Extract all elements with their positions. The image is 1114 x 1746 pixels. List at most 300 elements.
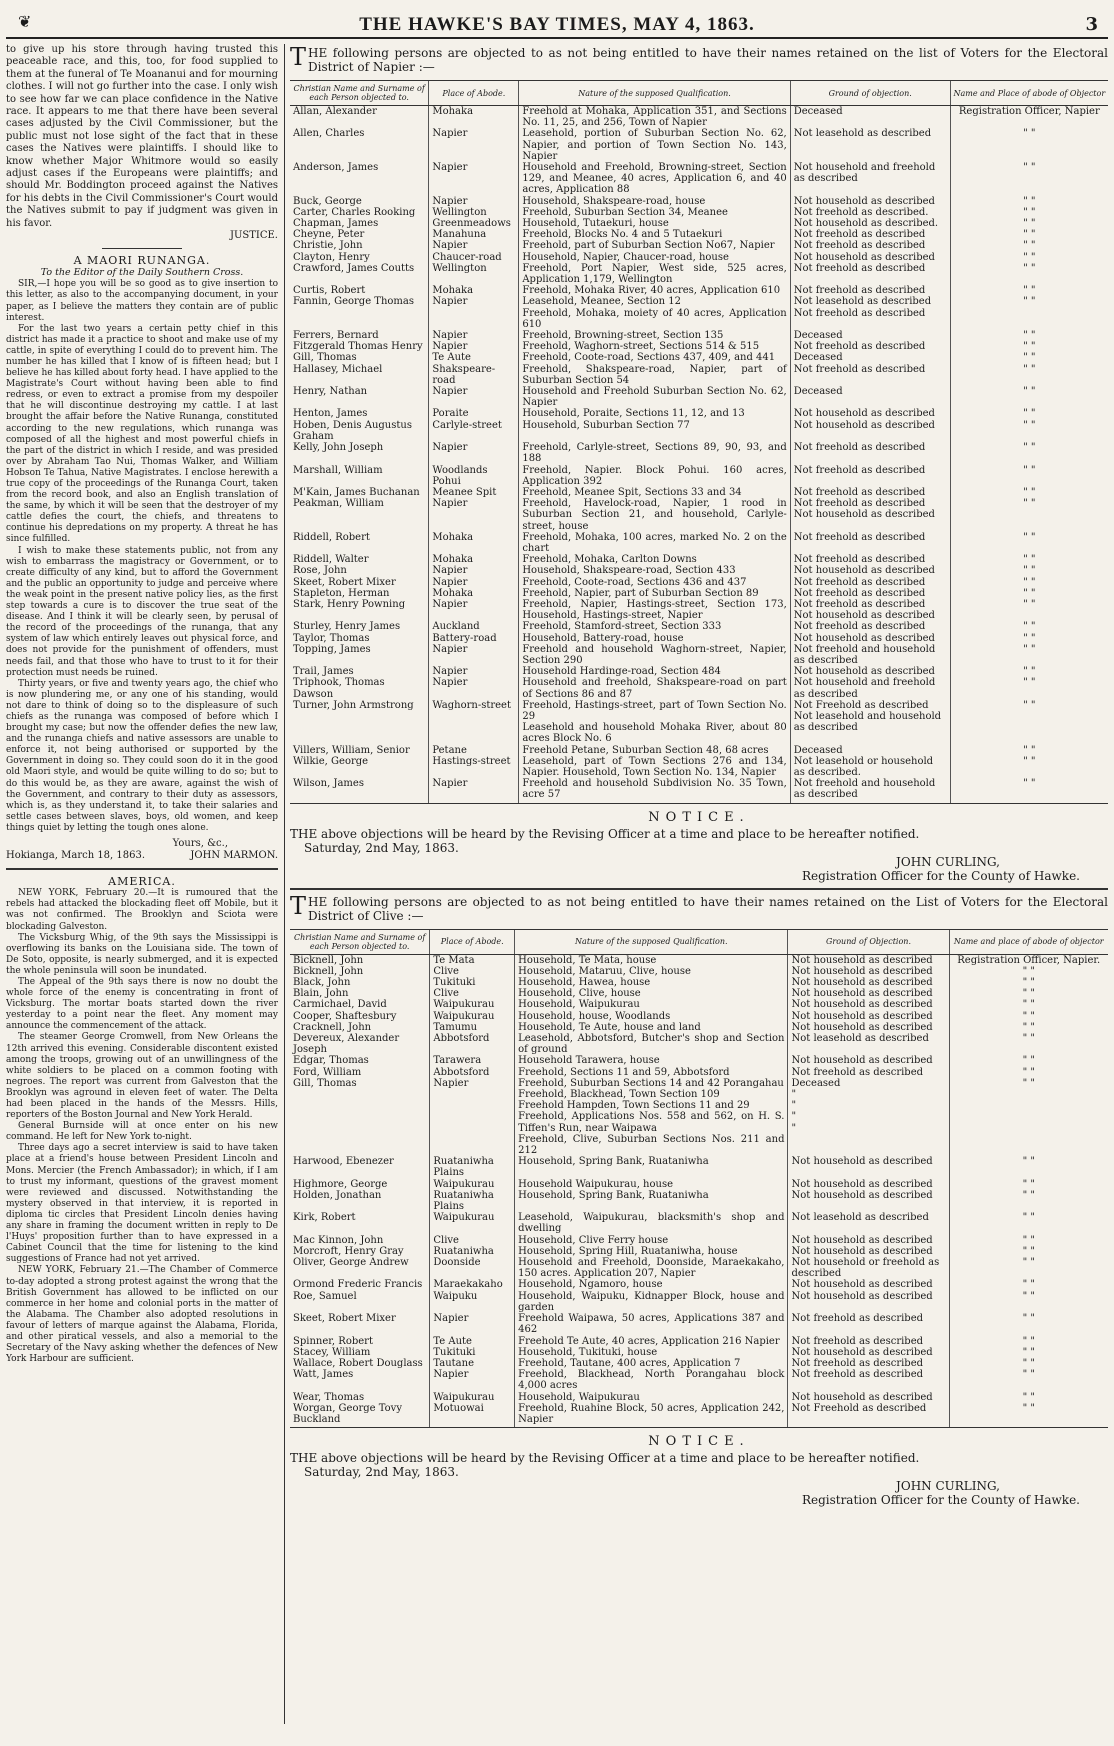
- qualification-cell: Freehold, Mohaka, 100 acres, marked No. 2 on the chart: [519, 532, 790, 554]
- person-name-cell: Worgan, George Tovy Buckland: [290, 1403, 430, 1428]
- list-intro-text: HE following persons are objected to as not being entitled to have their names retained on the List of Voters for the Electoral District of Clive :—: [308, 894, 1108, 923]
- abode-cell: Motuowai: [430, 1403, 515, 1428]
- qualification-cell: Freehold, Tautane, 400 acres, Application 7: [515, 1358, 788, 1369]
- right-column: [290, 44, 1108, 1734]
- objector-cell: " ": [949, 1078, 1108, 1156]
- column-header: Ground of Objection.: [788, 929, 949, 954]
- person-name-cell: Wilkie, George: [293, 755, 369, 767]
- qualification-cell: Household, Ngamoro, house: [515, 1279, 788, 1290]
- person-name-cell: Spinner, Robert: [293, 1335, 373, 1347]
- abode-cell: Napier: [429, 341, 519, 352]
- objection-ground-cell: Not freehold as described: [790, 240, 950, 251]
- qualification-cell: Household, Suburban Section 77: [519, 420, 790, 442]
- page-header: [0, 0, 1114, 38]
- objector-cell: " ": [950, 240, 1108, 251]
- objector-cell: " ": [950, 756, 1108, 778]
- newspaper-masthead: THE HAWKE'S BAY TIMES, MAY 4, 1863.: [359, 14, 755, 35]
- objection-ground-cell: Not freehold as described: [790, 285, 950, 296]
- qualification-cell: Household, Mataruu, Clive, house: [515, 966, 788, 977]
- qualification-cell: Freehold, Napier, Hastings-street, Section 173, Household, Hastings-street, Napier: [519, 599, 790, 621]
- abode-cell: Maraekakaho: [430, 1279, 515, 1290]
- objection-ground-cell: Not household as described: [788, 1392, 949, 1403]
- person-name-cell: Fitzgerald Thomas Henry: [293, 341, 423, 353]
- qualification-cell: Household, Clive Ferry house: [515, 1235, 788, 1246]
- objection-ground-cell: Not household as described: [788, 1022, 949, 1033]
- table-row: [290, 364, 1108, 386]
- objector-cell: " ": [950, 745, 1108, 756]
- notice-signer-title: Registration Officer for the County of Hawke.: [801, 1493, 1080, 1508]
- article-paragraph: The Appeal of the 9th says there is now no doubt the whole force of the enemy is concentrating in front of Vicksburg. The mortar boats started down the river yesterday to a point near the fleet. Any moment may announce the commencement of the attack.: [6, 976, 278, 1032]
- person-name-cell: Curtis, Robert: [293, 285, 366, 297]
- qualification-cell: Household, Shakspeare-road, house: [519, 196, 790, 207]
- qualification-cell: Household, Te Mata, house: [515, 954, 788, 966]
- objection-ground-cell: Not household as described: [788, 1190, 949, 1212]
- abode-cell: Napier: [429, 196, 519, 207]
- objection-ground-cell: Not household as described: [790, 408, 950, 419]
- abode-cell: Napier: [429, 666, 519, 677]
- table-row: [290, 240, 1108, 251]
- table-row: [290, 666, 1108, 677]
- person-name-cell: Carter, Charles Rooking: [293, 206, 416, 218]
- table-row: [290, 252, 1108, 263]
- objector-cell: " ": [950, 128, 1108, 162]
- person-name-cell: Bicknell, John: [293, 954, 364, 966]
- table-row: [290, 532, 1108, 554]
- objection-ground-cell: Not freehold as described: [790, 465, 950, 487]
- qualification-cell: Freehold, part of Suburban Section No67, Napier: [519, 240, 790, 251]
- qualification-cell: Freehold, Waghorn-street, Sections 514 & 515: [519, 341, 790, 352]
- maori-runanga-article: [6, 255, 278, 863]
- drop-cap: T: [290, 44, 307, 71]
- person-name-cell: Hoben, Denis Augustus Graham: [293, 419, 412, 442]
- qualification-cell: Freehold, Meanee Spit, Sections 33 and 34: [519, 487, 790, 498]
- table-row: [290, 498, 1108, 532]
- objection-ground-cell: Deceased " " " ": [788, 1078, 949, 1156]
- objector-cell: " ": [949, 1156, 1108, 1178]
- person-name-cell: Kelly, John Joseph: [293, 442, 384, 454]
- qualification-cell: Freehold, Stamford-street, Section 333: [519, 621, 790, 632]
- qualification-cell: Household, Napier, Chaucer-road, house: [519, 252, 790, 263]
- person-name-cell: Cooper, Shaftesbury: [293, 1010, 397, 1022]
- person-name-cell: Chapman, James: [293, 218, 379, 230]
- person-name-cell: Henton, James: [293, 408, 368, 420]
- notice-title: NOTICE.: [648, 1434, 750, 1450]
- objection-ground-cell: Not freehold as described: [790, 577, 950, 588]
- qualification-cell: Household, Spring Bank, Ruataniwha: [515, 1190, 788, 1212]
- abode-cell: Tukituki: [430, 1347, 515, 1358]
- section-divider: [290, 888, 1108, 890]
- article-paragraph: The steamer George Cromwell, from New Orleans the 12th arrived this evening. Considerable discontent existed among the troops, growing out of an unwillingness of the white soldiers to be placed on a common footing with negroes. The report was current from Galveston that the Brooklyn was aground in eleven feet of water. The Delta had been placed in the hands of the Messrs. Hills, reporters of the Boston Journal and New York Herald.: [6, 1032, 278, 1121]
- objector-cell: " ": [950, 588, 1108, 599]
- abode-cell: Carlyle-street: [429, 420, 519, 442]
- person-name-cell: Buck, George: [293, 195, 362, 207]
- objector-cell: " ": [949, 1179, 1108, 1190]
- objection-ground-cell: Not household as described: [788, 988, 949, 999]
- qualification-cell: Freehold, Carlyle-street, Sections 89, 90, 93, and 188: [519, 442, 790, 464]
- table-row: [290, 588, 1108, 599]
- voter-objection-table: [290, 80, 1108, 804]
- objection-ground-cell: Not household as described: [790, 666, 950, 677]
- qualification-cell: Household, Battery-road, house: [519, 633, 790, 644]
- person-name-cell: Stacey, William: [293, 1346, 371, 1358]
- person-name-cell: Holden, Jonathan: [293, 1189, 382, 1201]
- objection-ground-cell: Not leasehold as described Not freehold as described: [790, 296, 950, 330]
- objector-cell: Registration Officer, Napier.: [949, 954, 1108, 966]
- header-rule: [6, 37, 1108, 39]
- person-name-cell: Devereux, Alexander Joseph: [293, 1033, 400, 1056]
- abode-cell: Ruataniwha Plains: [430, 1190, 515, 1212]
- column-header: Christian Name and Surname of each Person objected to.: [290, 81, 429, 106]
- table-body: [290, 954, 1108, 1428]
- person-name-cell: Clayton, Henry: [293, 251, 370, 263]
- person-name-cell: Skeet, Robert Mixer: [293, 576, 396, 588]
- table-row: [290, 1212, 1108, 1234]
- page-number: 3: [1085, 14, 1098, 35]
- abode-cell: Wellington: [429, 263, 519, 285]
- objector-cell: " ": [950, 442, 1108, 464]
- table-row: [290, 229, 1108, 240]
- person-name-cell: Christie, John: [293, 240, 363, 252]
- table-row: [290, 1279, 1108, 1290]
- abode-cell: Napier: [429, 644, 519, 666]
- abode-cell: Tukituki: [430, 977, 515, 988]
- objector-cell: " ": [949, 1257, 1108, 1279]
- objection-ground-cell: Not household as described: [788, 1279, 949, 1290]
- objector-cell: " ": [950, 498, 1108, 532]
- abode-cell: Petane: [429, 745, 519, 756]
- qualification-cell: Freehold at Mohaka, Application 351, and Sections No. 11, 25, and 256, Town of Napier: [519, 106, 790, 129]
- qualification-cell: Freehold, Port Napier, West side, 525 acres, Application 1,179, Wellington: [519, 263, 790, 285]
- person-name-cell: Cracknell, John: [293, 1021, 372, 1033]
- table-row: [290, 285, 1108, 296]
- objector-cell: " ": [949, 988, 1108, 999]
- objection-ground-cell: Not household as described: [790, 196, 950, 207]
- person-name-cell: Triphook, Thomas Dawson: [293, 677, 385, 700]
- objection-ground-cell: Not household as described: [788, 966, 949, 977]
- objection-ground-cell: Not freehold as described: [788, 1313, 949, 1335]
- objection-ground-cell: Not freehold as described: [788, 1358, 949, 1369]
- objection-ground-cell: Not household as described: [788, 1291, 949, 1313]
- table-row: [290, 621, 1108, 632]
- abode-cell: Tamumu: [430, 1022, 515, 1033]
- qualification-cell: Freehold and household Subdivision No. 35 Town, acre 57: [519, 778, 790, 803]
- table-row: [290, 1257, 1108, 1279]
- person-name-cell: Villers, William, Senior: [293, 744, 410, 756]
- objection-ground-cell: Not freehold as described.: [790, 207, 950, 218]
- table-row: [290, 554, 1108, 565]
- notice-signer-title: Registration Officer for the County of Hawke.: [801, 868, 1080, 883]
- objector-cell: " ": [949, 999, 1108, 1010]
- objector-cell: " ": [949, 1403, 1108, 1428]
- objector-cell: " ": [950, 621, 1108, 632]
- objection-ground-cell: Not household as described: [788, 1246, 949, 1257]
- person-name-cell: Black, John: [293, 977, 351, 988]
- qualification-cell: Household, Clive, house: [515, 988, 788, 999]
- objector-cell: " ": [949, 1033, 1108, 1055]
- qualification-cell: Freehold, Blackhead, North Porangahau block 4,000 acres: [515, 1369, 788, 1391]
- qualification-cell: Household and Freehold Suburban Section No. 62, Napier: [519, 386, 790, 408]
- qualification-cell: Household, Spring Hill, Ruataniwha, house: [515, 1246, 788, 1257]
- table-row: [290, 1235, 1108, 1246]
- person-name-cell: Harwood, Ebenezer: [293, 1156, 394, 1168]
- abode-cell: Waghorn-street: [429, 700, 519, 745]
- objection-ground-cell: Not household as described: [788, 977, 949, 988]
- table-row: [290, 386, 1108, 408]
- objector-cell: " ": [949, 977, 1108, 988]
- notice-signature: [290, 1479, 1108, 1507]
- qualification-cell: Household and Freehold, Doonside, Maraekakaho, 150 acres. Application 207, Napier: [515, 1257, 788, 1279]
- napier-objection-list: [290, 46, 1108, 883]
- column-header: Ground of objection.: [790, 81, 950, 106]
- table-row: [290, 778, 1108, 803]
- list-intro: [290, 46, 1108, 74]
- abode-cell: Ruataniwha Plains: [430, 1156, 515, 1178]
- article-paragraph: Thirty years, or five and twenty years ago, the chief who is now plundering me, or any one of his standing, would not dare to think of doing so to the displeasure of such chiefs as the runanga was composed of before which I brought my case; but now the offender defies the new law, and the runanga chiefs and native assessors are unable to enforce it, not being authorised or supported by the Government in doing so. They could soon do it in the good old Maori style, and would be quite willing to do so; but to do this would be, as they are aware, against the wish of the Government, and contrary to their duty as assessors, which is, as they understand it, to take their salaries and settle cases between slaves, boys, old women, and keep things quiet by letting the tough ones alone.: [6, 678, 278, 833]
- objector-cell: " ": [950, 162, 1108, 196]
- objection-ground-cell: Deceased: [790, 106, 950, 129]
- qualification-cell: Freehold and household Waghorn-street, Napier, Section 290: [519, 644, 790, 666]
- table-row: [290, 487, 1108, 498]
- objection-ground-cell: Not freehold as described: [788, 1067, 949, 1078]
- abode-cell: Waipukurau: [430, 999, 515, 1010]
- abode-cell: Te Mata: [430, 954, 515, 966]
- objection-ground-cell: Not household as described: [790, 633, 950, 644]
- table-row: [290, 1358, 1108, 1369]
- column-header: Name and Place of abode of Objector: [950, 81, 1108, 106]
- article-signature: JOHN MARMON.: [190, 850, 278, 862]
- qualification-cell: Freehold, Mohaka, Carlton Downs: [519, 554, 790, 565]
- qualification-cell: Freehold, Blocks No. 4 and 5 Tutaekuri: [519, 229, 790, 240]
- abode-cell: Napier: [430, 1078, 515, 1156]
- abode-cell: Manahuna: [429, 229, 519, 240]
- abode-cell: Mohaka: [429, 285, 519, 296]
- table-row: [290, 988, 1108, 999]
- person-name-cell: Watt, James: [293, 1369, 354, 1381]
- column-header: Place of Abode.: [429, 81, 519, 106]
- objector-cell: " ": [950, 420, 1108, 442]
- person-name-cell: Turner, John Armstrong: [293, 699, 414, 711]
- abode-cell: Ruataniwha: [430, 1246, 515, 1257]
- objection-ground-cell: Not household as described: [788, 1235, 949, 1246]
- person-name-cell: Topping, James: [293, 643, 371, 655]
- abode-cell: Napier: [429, 498, 519, 532]
- objector-cell: " ": [950, 252, 1108, 263]
- qualification-cell: Freehold, Browning-street, Section 135: [519, 330, 790, 341]
- abode-cell: Napier: [429, 162, 519, 196]
- person-name-cell: Hallasey, Michael: [293, 363, 383, 375]
- objection-ground-cell: Deceased: [790, 745, 950, 756]
- objection-ground-cell: Not freehold and household as described: [790, 644, 950, 666]
- abode-cell: Greenmeadows: [429, 218, 519, 229]
- objector-cell: " ": [949, 1067, 1108, 1078]
- notice-signer: JOHN CURLING,: [896, 854, 1000, 869]
- objector-cell: " ": [950, 341, 1108, 352]
- qualification-cell: Leasehold, Waipukurau, blacksmith's shop and dwelling: [515, 1212, 788, 1234]
- abode-cell: Napier: [429, 128, 519, 162]
- article-signoff: [6, 850, 278, 862]
- abode-cell: Abbotsford: [430, 1033, 515, 1055]
- objection-ground-cell: Not leasehold as described: [788, 1212, 949, 1234]
- objector-cell: " ": [949, 1369, 1108, 1391]
- drop-cap: T: [290, 891, 307, 920]
- qualification-cell: Household and Freehold, Browning-street, Section 129, and Meanee, 40 acres, Application 6, and 40 acres, Application 88: [519, 162, 790, 196]
- person-name-cell: Henry, Nathan: [293, 386, 368, 398]
- column-header: Name and place of abode of objector: [949, 929, 1108, 954]
- abode-cell: Wellington: [429, 207, 519, 218]
- table-row: [290, 700, 1108, 745]
- objection-ground-cell: Not freehold as described: [790, 588, 950, 599]
- objector-cell: " ": [949, 966, 1108, 977]
- table-row: [290, 1313, 1108, 1335]
- person-name-cell: Riddell, Robert: [293, 531, 370, 543]
- table-row: [290, 128, 1108, 162]
- table-row: [290, 1347, 1108, 1358]
- qualification-cell: Leasehold, Abbotsford, Butcher's shop and Section of ground: [515, 1033, 788, 1055]
- objector-cell: " ": [950, 644, 1108, 666]
- qualification-cell: Household, Tutaekuri, house: [519, 218, 790, 229]
- table-row: [290, 1369, 1108, 1391]
- abode-cell: Napier: [429, 577, 519, 588]
- qualification-cell: Freehold, Mohaka River, 40 acres, Application 610: [519, 285, 790, 296]
- person-name-cell: Trail, James: [293, 666, 354, 678]
- person-name-cell: Oliver, George Andrew: [293, 1257, 409, 1269]
- person-name-cell: Bicknell, John: [293, 965, 364, 977]
- qualification-cell: Freehold, Coote-road, Sections 437, 409, and 441: [519, 352, 790, 363]
- qualification-cell: Freehold, Shakspeare-road, Napier, part of Suburban Section 54: [519, 364, 790, 386]
- qualification-cell: Household, Tukituki, house: [515, 1347, 788, 1358]
- qualification-cell: Freehold Petane, Suburban Section 48, 68 acres: [519, 745, 790, 756]
- table-row: [290, 644, 1108, 666]
- abode-cell: Tarawera: [430, 1055, 515, 1066]
- table-row: [290, 977, 1108, 988]
- article-paragraph: The Vicksburg Whig, of the 9th says the Mississippi is overflowing its banks on the Louisiana side. The town of De Soto, opposite, is nearly submerged, and it is expected the whole peninsula will soon be inundated.: [6, 932, 278, 976]
- objection-ground-cell: Not household and freehold as described: [790, 162, 950, 196]
- column-header: Place of Abode.: [430, 929, 515, 954]
- column-header: Nature of the supposed Qualification.: [515, 929, 788, 954]
- objector-cell: " ": [950, 599, 1108, 621]
- objection-ground-cell: Not household as described: [788, 1011, 949, 1022]
- table-row: [290, 341, 1108, 352]
- abode-cell: Shakspeare-road: [429, 364, 519, 386]
- person-name-cell: Wear, Thomas: [293, 1391, 365, 1403]
- abode-cell: Napier: [429, 677, 519, 699]
- table-row: [290, 1403, 1108, 1428]
- person-name-cell: Cheyne, Peter: [293, 229, 365, 241]
- qualification-cell: Freehold, Napier, part of Suburban Section 89: [519, 588, 790, 599]
- objection-ground-cell: Not household as described: [790, 565, 950, 576]
- table-row: [290, 745, 1108, 756]
- abode-cell: Clive: [430, 988, 515, 999]
- person-name-cell: Allen, Charles: [293, 128, 365, 140]
- qualification-cell: Household, Hawea, house: [515, 977, 788, 988]
- table-row: [290, 1336, 1108, 1347]
- qualification-cell: Household Tarawera, house: [515, 1055, 788, 1066]
- column-header: Christian Name and Surname of each Person objected to.: [290, 929, 430, 954]
- table-row: [290, 1392, 1108, 1403]
- objector-cell: " ": [949, 1055, 1108, 1066]
- objector-cell: " ": [949, 1291, 1108, 1313]
- qualification-cell: Household, Spring Bank, Ruataniwha: [515, 1156, 788, 1178]
- person-name-cell: Crawford, James Coutts: [293, 262, 415, 274]
- person-name-cell: Carmichael, David: [293, 999, 387, 1011]
- person-name-cell: Edgar, Thomas: [293, 1055, 369, 1067]
- table-row: [290, 218, 1108, 229]
- qualification-cell: Freehold, Sections 11 and 59, Abbotsford: [515, 1067, 788, 1078]
- qualification-cell: Household and freehold, Shakspeare-road on part of Sections 86 and 87: [519, 677, 790, 699]
- person-name-cell: M'Kain, James Buchanan: [293, 486, 420, 498]
- table-row: [290, 442, 1108, 464]
- qualification-cell: Household, Waipukurau: [515, 999, 788, 1010]
- notice-date: Saturday, 2nd May, 1863.: [304, 840, 459, 855]
- person-name-cell: Riddell, Walter: [293, 554, 369, 566]
- person-name-cell: Ford, William: [293, 1066, 362, 1078]
- abode-cell: Waipukurau: [430, 1011, 515, 1022]
- ornament-icon: ❦: [18, 12, 32, 31]
- abode-cell: Woodlands Pohui: [429, 465, 519, 487]
- objector-cell: " ": [950, 285, 1108, 296]
- objection-ground-cell: Deceased: [790, 386, 950, 408]
- objection-ground-cell: Not household and freehold as described: [790, 677, 950, 699]
- table-row: [290, 1291, 1108, 1313]
- table-row: [290, 577, 1108, 588]
- table-row: [290, 207, 1108, 218]
- column-divider: [284, 44, 285, 1724]
- abode-cell: Chaucer-road: [429, 252, 519, 263]
- person-name-cell: Wallace, Robert Douglass: [293, 1357, 423, 1369]
- objection-ground-cell: Not Freehold as described: [788, 1403, 949, 1428]
- objector-cell: " ": [950, 577, 1108, 588]
- abode-cell: Napier: [429, 330, 519, 341]
- objector-cell: " ": [950, 196, 1108, 207]
- table-row: [290, 599, 1108, 621]
- notice-date: Saturday, 2nd May, 1863.: [304, 1465, 459, 1480]
- objector-cell: " ": [950, 778, 1108, 803]
- qualification-cell: Freehold, Suburban Sections 14 and 42 Porangahau Freehold, Blackhead, Town Section 109 Freehold Hampden, Town Sections 11 and 29 Freehold, Applications Nos. 558 and 562, on H. S. Tiffen's Run, near Waipawa Freehold, Clive, Suburban Sections Nos. 211 and 212: [515, 1078, 788, 1156]
- qualification-cell: Household, house, Woodlands: [515, 1011, 788, 1022]
- objection-ground-cell: Not leasehold or household as described.: [790, 756, 950, 778]
- table-row: [290, 1022, 1108, 1033]
- abode-cell: Mohaka: [429, 554, 519, 565]
- objector-cell: " ": [949, 1358, 1108, 1369]
- abode-cell: Napier: [429, 386, 519, 408]
- table-row: [290, 330, 1108, 341]
- table-row: [290, 677, 1108, 699]
- abode-cell: Te Aute: [430, 1336, 515, 1347]
- objection-ground-cell: Not freehold as described: [788, 1369, 949, 1391]
- person-name-cell: Blain, John: [293, 988, 349, 1000]
- table-row: [290, 1179, 1108, 1190]
- person-name-cell: Kirk, Robert: [293, 1212, 356, 1224]
- qualification-cell: Freehold, Suburban Section 34, Meanee: [519, 207, 790, 218]
- objection-ground-cell: Not household as described: [788, 954, 949, 966]
- table-row: [290, 106, 1108, 129]
- abode-cell: Napier: [429, 240, 519, 251]
- qualification-cell: Freehold, Havelock-road, Napier, 1 rood in Suburban Section 21, and household, Carlyle-street, house: [519, 498, 790, 532]
- table-row: [290, 1246, 1108, 1257]
- objection-ground-cell: Not freehold as described: [790, 442, 950, 464]
- qualification-cell: Leasehold, part of Town Sections 276 and 134, Napier. Household, Town Section No. 134, Napier: [519, 756, 790, 778]
- objector-cell: " ": [949, 1392, 1108, 1403]
- objector-cell: Registration Officer, Napier: [950, 106, 1108, 129]
- table-row: [290, 196, 1108, 207]
- objector-cell: " ": [950, 330, 1108, 341]
- abode-cell: Waipukurau: [430, 1212, 515, 1234]
- objector-cell: " ": [950, 666, 1108, 677]
- qualification-cell: Household, Poraite, Sections 11, 12, and 13: [519, 408, 790, 419]
- table-row: [290, 756, 1108, 778]
- objector-cell: " ": [950, 554, 1108, 565]
- abode-cell: Mohaka: [429, 532, 519, 554]
